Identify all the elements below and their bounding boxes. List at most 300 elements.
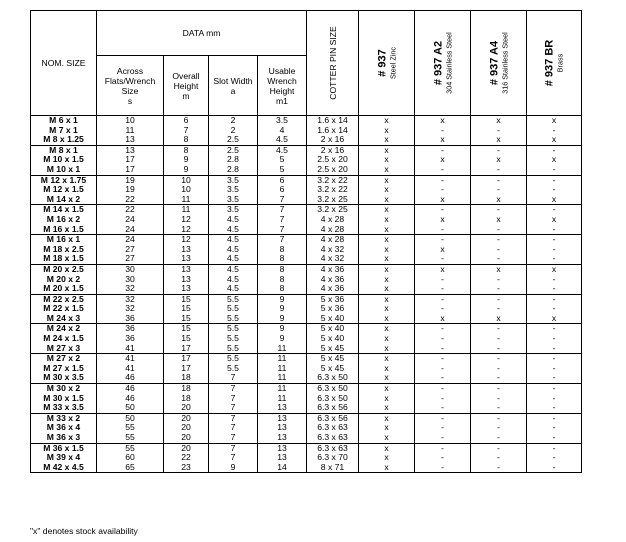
nom-size-cell: M 22 x 1.5 (31, 304, 97, 314)
stock-a2-cell: - (415, 433, 471, 443)
stock-brass-cell: - (527, 275, 582, 285)
material-header-a2 (415, 11, 471, 116)
nom-size-cell: M 27 x 2 (31, 354, 97, 364)
header-line: a (230, 85, 236, 96)
stock-a2-cell: - (415, 254, 471, 264)
across-flats-cell: 46 (97, 394, 164, 404)
slot-width-cell: 2.8 (209, 165, 258, 175)
stock-brass-cell: x (527, 135, 582, 145)
stock-steel-zinc-cell: x (359, 215, 415, 225)
stock-brass-cell: - (527, 334, 582, 344)
stock-steel-zinc-cell: x (359, 205, 415, 215)
stock-brass-cell: x (527, 264, 582, 274)
cotter-pin-cell: 3.2 x 22 (307, 175, 359, 185)
overall-height-cell: 18 (164, 373, 209, 383)
overall-height-cell: 10 (164, 185, 209, 195)
cotter-pin-cell: 8 x 71 (307, 463, 359, 473)
material-header-brass (527, 11, 582, 116)
across-flats-cell: 36 (97, 314, 164, 324)
cotter-pin-label: COTTER PIN SIZE (327, 26, 338, 100)
stock-a4-cell: x (471, 195, 527, 205)
nom-size-cell: M 16 x 1.5 (31, 225, 97, 235)
usable-height-cell: 11 (258, 373, 307, 383)
across-flats-cell: 55 (97, 433, 164, 443)
overall-height-cell: 20 (164, 413, 209, 423)
usable-height-cell: 6 (258, 185, 307, 195)
usable-height-cell: 11 (258, 354, 307, 364)
nom-size-cell: M 12 x 1.75 (31, 175, 97, 185)
stock-a2-cell: - (415, 304, 471, 314)
slot-width-cell: 4.5 (209, 215, 258, 225)
stock-a2-cell: - (415, 205, 471, 215)
usable-height-cell: 9 (258, 294, 307, 304)
cotter-pin-cell: 3.2 x 25 (307, 205, 359, 215)
slot-width-cell: 7 (209, 413, 258, 423)
stock-steel-zinc-cell: x (359, 433, 415, 443)
usable-wrench-height-header (258, 56, 307, 116)
overall-height-cell: 15 (164, 294, 209, 304)
header-line: m (182, 90, 190, 101)
stock-a2-cell: - (415, 384, 471, 394)
nom-size-cell: M 7 x 1 (31, 126, 97, 136)
stock-steel-zinc-cell: x (359, 175, 415, 185)
usable-height-cell: 9 (258, 324, 307, 334)
across-flats-cell: 41 (97, 364, 164, 374)
overall-height-cell: 13 (164, 284, 209, 294)
cotter-pin-cell: 3.2 x 25 (307, 195, 359, 205)
stock-brass-cell: - (527, 205, 582, 215)
slot-width-cell: 3.5 (209, 205, 258, 215)
table-row (31, 126, 605, 136)
stock-a4-cell: - (471, 294, 527, 304)
slot-width-cell: 7 (209, 433, 258, 443)
stock-steel-zinc-cell: x (359, 284, 415, 294)
header-line: s (127, 95, 133, 106)
overall-height-cell: 20 (164, 403, 209, 413)
usable-height-cell: 7 (258, 205, 307, 215)
material-desc: 316 Stainless Steel (500, 32, 509, 94)
overall-height-cell: 18 (164, 384, 209, 394)
nom-size-cell: M 36 x 3 (31, 433, 97, 443)
cotter-pin-cell: 4 x 28 (307, 215, 359, 225)
overall-height-cell: 12 (164, 215, 209, 225)
stock-a4-cell: - (471, 334, 527, 344)
nom-size-cell: M 24 x 1.5 (31, 334, 97, 344)
usable-height-cell: 14 (258, 463, 307, 473)
nom-size-cell: M 27 x 3 (31, 344, 97, 354)
across-flats-cell: 41 (97, 344, 164, 354)
stock-steel-zinc-cell: x (359, 245, 415, 255)
usable-height-cell: 8 (258, 245, 307, 255)
slot-width-cell: 2.8 (209, 155, 258, 165)
usable-height-cell: 6 (258, 175, 307, 185)
nom-size-cell: M 36 x 1.5 (31, 443, 97, 453)
stock-brass-cell: - (527, 225, 582, 235)
material-desc: 304 Stainless Steel (444, 32, 453, 94)
usable-height-cell: 4.5 (258, 135, 307, 145)
stock-steel-zinc-cell: x (359, 116, 415, 126)
stock-brass-cell: - (527, 235, 582, 245)
stock-a2-cell: x (415, 264, 471, 274)
stock-brass-cell: - (527, 364, 582, 374)
across-flats-cell: 24 (97, 215, 164, 225)
across-flats-cell: 17 (97, 155, 164, 165)
cotter-pin-cell: 4 x 28 (307, 225, 359, 235)
slot-width-cell: 3.5 (209, 175, 258, 185)
stock-brass-cell: - (527, 463, 582, 473)
nom-size-cell: M 14 x 2 (31, 195, 97, 205)
nom-size-cell: M 30 x 3.5 (31, 373, 97, 383)
stock-a2-cell: x (415, 135, 471, 145)
stock-brass-cell: - (527, 175, 582, 185)
overall-height-cell: 20 (164, 443, 209, 453)
stock-a2-cell: - (415, 463, 471, 473)
nom-size-cell: M 27 x 1.5 (31, 364, 97, 374)
across-flats-cell: 55 (97, 443, 164, 453)
cotter-pin-cell: 6.3 x 63 (307, 443, 359, 453)
slot-width-cell: 5.5 (209, 354, 258, 364)
table-row (31, 135, 605, 145)
slot-width-cell: 2.5 (209, 135, 258, 145)
slot-width-cell: 4.5 (209, 284, 258, 294)
stock-steel-zinc-cell: x (359, 145, 415, 155)
stock-steel-zinc-cell: x (359, 413, 415, 423)
slot-width-cell: 7 (209, 453, 258, 463)
stock-steel-zinc-cell: x (359, 185, 415, 195)
stock-a4-cell: - (471, 165, 527, 175)
nom-size-cell: M 24 x 3 (31, 314, 97, 324)
stock-a4-cell: - (471, 245, 527, 255)
across-flats-cell: 13 (97, 145, 164, 155)
overall-height-cell: 17 (164, 354, 209, 364)
overall-height-cell: 13 (164, 254, 209, 264)
stock-brass-cell: - (527, 354, 582, 364)
usable-height-cell: 8 (258, 284, 307, 294)
slot-width-cell: 4.5 (209, 225, 258, 235)
across-flats-cell: 22 (97, 195, 164, 205)
usable-height-cell: 13 (258, 423, 307, 433)
header-line: Height (173, 80, 199, 91)
across-flats-cell: 46 (97, 384, 164, 394)
overall-height-cell: 15 (164, 324, 209, 334)
table-row (31, 165, 605, 175)
cotter-pin-cell: 4 x 36 (307, 264, 359, 274)
stock-a4-cell: - (471, 373, 527, 383)
stock-a2-cell: x (415, 195, 471, 205)
table-row (31, 314, 605, 324)
nom-size-cell: M 36 x 4 (31, 423, 97, 433)
slot-width-cell: 4.5 (209, 254, 258, 264)
material-code: # 937 A2 (432, 40, 444, 86)
across-flats-cell: 36 (97, 324, 164, 334)
nom-size-cell: M 30 x 2 (31, 384, 97, 394)
usable-height-cell: 9 (258, 314, 307, 324)
across-flats-cell: 46 (97, 373, 164, 383)
material-code: # 937 A4 (488, 40, 500, 86)
cotter-pin-cell: 6.3 x 50 (307, 373, 359, 383)
cotter-pin-cell: 4 x 36 (307, 275, 359, 285)
slot-width-header (209, 56, 258, 116)
stock-steel-zinc-cell: x (359, 344, 415, 354)
cotter-pin-cell: 6.3 x 50 (307, 394, 359, 404)
table-row (31, 254, 605, 264)
material-header-steel-zinc (359, 11, 415, 116)
usable-height-cell: 11 (258, 394, 307, 404)
stock-a4-cell: x (471, 264, 527, 274)
stock-a2-cell: - (415, 453, 471, 463)
nom-size-cell: M 24 x 2 (31, 324, 97, 334)
footnote: "x" denotes stock availability (30, 526, 138, 536)
overall-height-cell: 13 (164, 245, 209, 255)
nom-size-cell: M 14 x 1.5 (31, 205, 97, 215)
stock-brass-cell: x (527, 215, 582, 225)
table-row (31, 463, 605, 473)
stock-steel-zinc-cell: x (359, 294, 415, 304)
nom-size-cell: M 12 x 1.5 (31, 185, 97, 195)
nom-size-cell: M 33 x 3.5 (31, 403, 97, 413)
slot-width-cell: 5.5 (209, 324, 258, 334)
slot-width-cell: 5.5 (209, 314, 258, 324)
table-row (31, 205, 605, 215)
slot-width-cell: 9 (209, 463, 258, 473)
stock-a2-cell: - (415, 284, 471, 294)
stock-a2-cell: - (415, 225, 471, 235)
stock-a4-cell: - (471, 443, 527, 453)
across-flats-cell: 32 (97, 284, 164, 294)
cotter-pin-cell: 5 x 45 (307, 364, 359, 374)
slot-width-cell: 5.5 (209, 344, 258, 354)
cotter-pin-cell: 6.3 x 63 (307, 423, 359, 433)
stock-a4-cell: - (471, 284, 527, 294)
cotter-pin-cell: 6.3 x 63 (307, 433, 359, 443)
stock-brass-cell: - (527, 403, 582, 413)
across-flats-cell: 36 (97, 334, 164, 344)
stock-a2-cell: - (415, 165, 471, 175)
cotter-pin-cell: 1.6 x 14 (307, 116, 359, 126)
stock-a2-cell: x (415, 155, 471, 165)
slot-width-cell: 7 (209, 384, 258, 394)
stock-brass-cell: - (527, 443, 582, 453)
slot-width-cell: 2 (209, 126, 258, 136)
stock-a4-cell: - (471, 463, 527, 473)
stock-brass-cell: - (527, 433, 582, 443)
cotter-pin-cell: 5 x 36 (307, 304, 359, 314)
table-row (31, 275, 605, 285)
table-row (31, 334, 605, 344)
table-row (31, 195, 605, 205)
overall-height-cell: 23 (164, 463, 209, 473)
table-row (31, 294, 605, 304)
header-line: Usable (268, 65, 296, 76)
material-code: # 937 BR (543, 39, 556, 87)
stock-a2-cell: x (415, 245, 471, 255)
stock-a4-cell: - (471, 225, 527, 235)
stock-steel-zinc-cell: x (359, 364, 415, 374)
table-row (31, 324, 605, 334)
material-desc: Steel Zinc (388, 47, 397, 79)
across-flats-cell: 60 (97, 453, 164, 463)
slot-width-cell: 3.5 (209, 185, 258, 195)
overall-height-cell: 15 (164, 334, 209, 344)
slot-width-cell: 7 (209, 423, 258, 433)
material-header-a4 (471, 11, 527, 116)
stock-brass-cell: - (527, 373, 582, 383)
across-flats-cell: 11 (97, 126, 164, 136)
nom-size-cell: M 42 x 4.5 (31, 463, 97, 473)
usable-height-cell: 8 (258, 275, 307, 285)
stock-brass-cell: - (527, 294, 582, 304)
overall-height-cell: 20 (164, 433, 209, 443)
nom-size-cell: M 30 x 1.5 (31, 394, 97, 404)
stock-brass-cell: - (527, 284, 582, 294)
cotter-pin-cell: 5 x 40 (307, 334, 359, 344)
overall-height-cell: 12 (164, 225, 209, 235)
stock-a2-cell: - (415, 373, 471, 383)
usable-height-cell: 11 (258, 344, 307, 354)
across-flats-cell: 32 (97, 294, 164, 304)
stock-a4-cell: - (471, 354, 527, 364)
table-row (31, 245, 605, 255)
overall-height-cell: 9 (164, 155, 209, 165)
header-line: Slot Width (213, 75, 253, 86)
stock-a4-cell: - (471, 185, 527, 195)
slot-width-cell: 2 (209, 116, 258, 126)
slot-width-cell: 3.5 (209, 195, 258, 205)
stock-steel-zinc-cell: x (359, 384, 415, 394)
cotter-pin-cell: 5 x 40 (307, 324, 359, 334)
overall-height-cell: 13 (164, 264, 209, 274)
stock-a4-cell: - (471, 275, 527, 285)
header-line: Wrench (267, 75, 297, 86)
table-row (31, 344, 605, 354)
overall-height-cell: 20 (164, 423, 209, 433)
stock-steel-zinc-cell: x (359, 443, 415, 453)
stock-steel-zinc-cell: x (359, 334, 415, 344)
overall-height-cell: 17 (164, 364, 209, 374)
overall-height-cell: 9 (164, 165, 209, 175)
stock-a4-cell: - (471, 423, 527, 433)
overall-height-cell: 8 (164, 145, 209, 155)
cotter-pin-cell: 4 x 36 (307, 284, 359, 294)
overall-height-header (164, 56, 209, 116)
stock-brass-cell: x (527, 116, 582, 126)
stock-a4-cell: - (471, 413, 527, 423)
stock-brass-cell: - (527, 344, 582, 354)
slot-width-cell: 4.5 (209, 235, 258, 245)
across-flats-cell: 50 (97, 403, 164, 413)
cotter-pin-cell: 4 x 32 (307, 245, 359, 255)
nom-size-cell: M 20 x 1.5 (31, 284, 97, 294)
stock-steel-zinc-cell: x (359, 155, 415, 165)
table-row (31, 264, 605, 274)
material-desc: Brass (555, 53, 565, 73)
nom-size-cell: M 16 x 1 (31, 235, 97, 245)
table-row (31, 354, 605, 364)
table-row (31, 225, 605, 235)
header-line: Overall (172, 70, 200, 81)
stock-steel-zinc-cell: x (359, 403, 415, 413)
stock-steel-zinc-cell: x (359, 314, 415, 324)
nom-size-cell: M 10 x 1 (31, 165, 97, 175)
cotter-pin-cell: 2.5 x 20 (307, 165, 359, 175)
nom-size-cell: M 22 x 2.5 (31, 294, 97, 304)
usable-height-cell: 13 (258, 413, 307, 423)
across-flats-cell: 30 (97, 275, 164, 285)
stock-brass-cell: - (527, 453, 582, 463)
stock-steel-zinc-cell: x (359, 264, 415, 274)
stock-brass-cell: - (527, 384, 582, 394)
overall-height-cell: 7 (164, 126, 209, 136)
stock-a2-cell: - (415, 423, 471, 433)
header-line: Across (116, 65, 144, 76)
stock-a4-cell: - (471, 344, 527, 354)
overall-height-cell: 13 (164, 275, 209, 285)
slot-width-cell: 5.5 (209, 334, 258, 344)
table-row (31, 304, 605, 314)
nom-size-header: NOM. SIZE (31, 11, 97, 116)
nom-size-cell: M 33 x 2 (31, 413, 97, 423)
usable-height-cell: 9 (258, 304, 307, 314)
stock-a2-cell: - (415, 394, 471, 404)
stock-a4-cell: x (471, 314, 527, 324)
stock-a2-cell: - (415, 145, 471, 155)
stock-a2-cell: - (415, 354, 471, 364)
table-row (31, 235, 605, 245)
across-flats-cell: 19 (97, 175, 164, 185)
across-flats-cell: 32 (97, 304, 164, 314)
usable-height-cell: 5 (258, 165, 307, 175)
stock-steel-zinc-cell: x (359, 373, 415, 383)
nom-size-cell: M 6 x 1 (31, 116, 97, 126)
stock-a2-cell: x (415, 215, 471, 225)
cotter-pin-cell: 2.5 x 20 (307, 155, 359, 165)
usable-height-cell: 7 (258, 235, 307, 245)
stock-a2-cell: - (415, 175, 471, 185)
nom-size-cell: M 18 x 1.5 (31, 254, 97, 264)
nom-size-cell: M 39 x 4 (31, 453, 97, 463)
stock-a2-cell: - (415, 334, 471, 344)
across-flats-cell: 55 (97, 423, 164, 433)
table-header (31, 11, 605, 116)
overall-height-cell: 6 (164, 116, 209, 126)
across-flats-cell: 19 (97, 185, 164, 195)
stock-brass-cell: - (527, 413, 582, 423)
stock-a4-cell: - (471, 175, 527, 185)
across-flats-cell: 30 (97, 264, 164, 274)
cotter-pin-header (307, 11, 359, 116)
stock-a4-cell: - (471, 126, 527, 136)
cotter-pin-cell: 5 x 36 (307, 294, 359, 304)
slot-width-cell: 7 (209, 443, 258, 453)
stock-steel-zinc-cell: x (359, 235, 415, 245)
stock-brass-cell: - (527, 304, 582, 314)
usable-height-cell: 7 (258, 195, 307, 205)
stock-brass-cell: - (527, 245, 582, 255)
usable-height-cell: 8 (258, 264, 307, 274)
material-code: # 937 (376, 49, 388, 77)
stock-a4-cell: - (471, 254, 527, 264)
spec-table (30, 10, 605, 473)
stock-a4-cell: - (471, 205, 527, 215)
across-flats-cell: 17 (97, 165, 164, 175)
slot-width-cell: 5.5 (209, 304, 258, 314)
stock-brass-cell: x (527, 155, 582, 165)
data-mm-header: DATA mm (97, 11, 307, 56)
cotter-pin-cell: 2 x 16 (307, 135, 359, 145)
table-row (31, 373, 605, 383)
across-flats-cell: 22 (97, 205, 164, 215)
overall-height-cell: 17 (164, 344, 209, 354)
